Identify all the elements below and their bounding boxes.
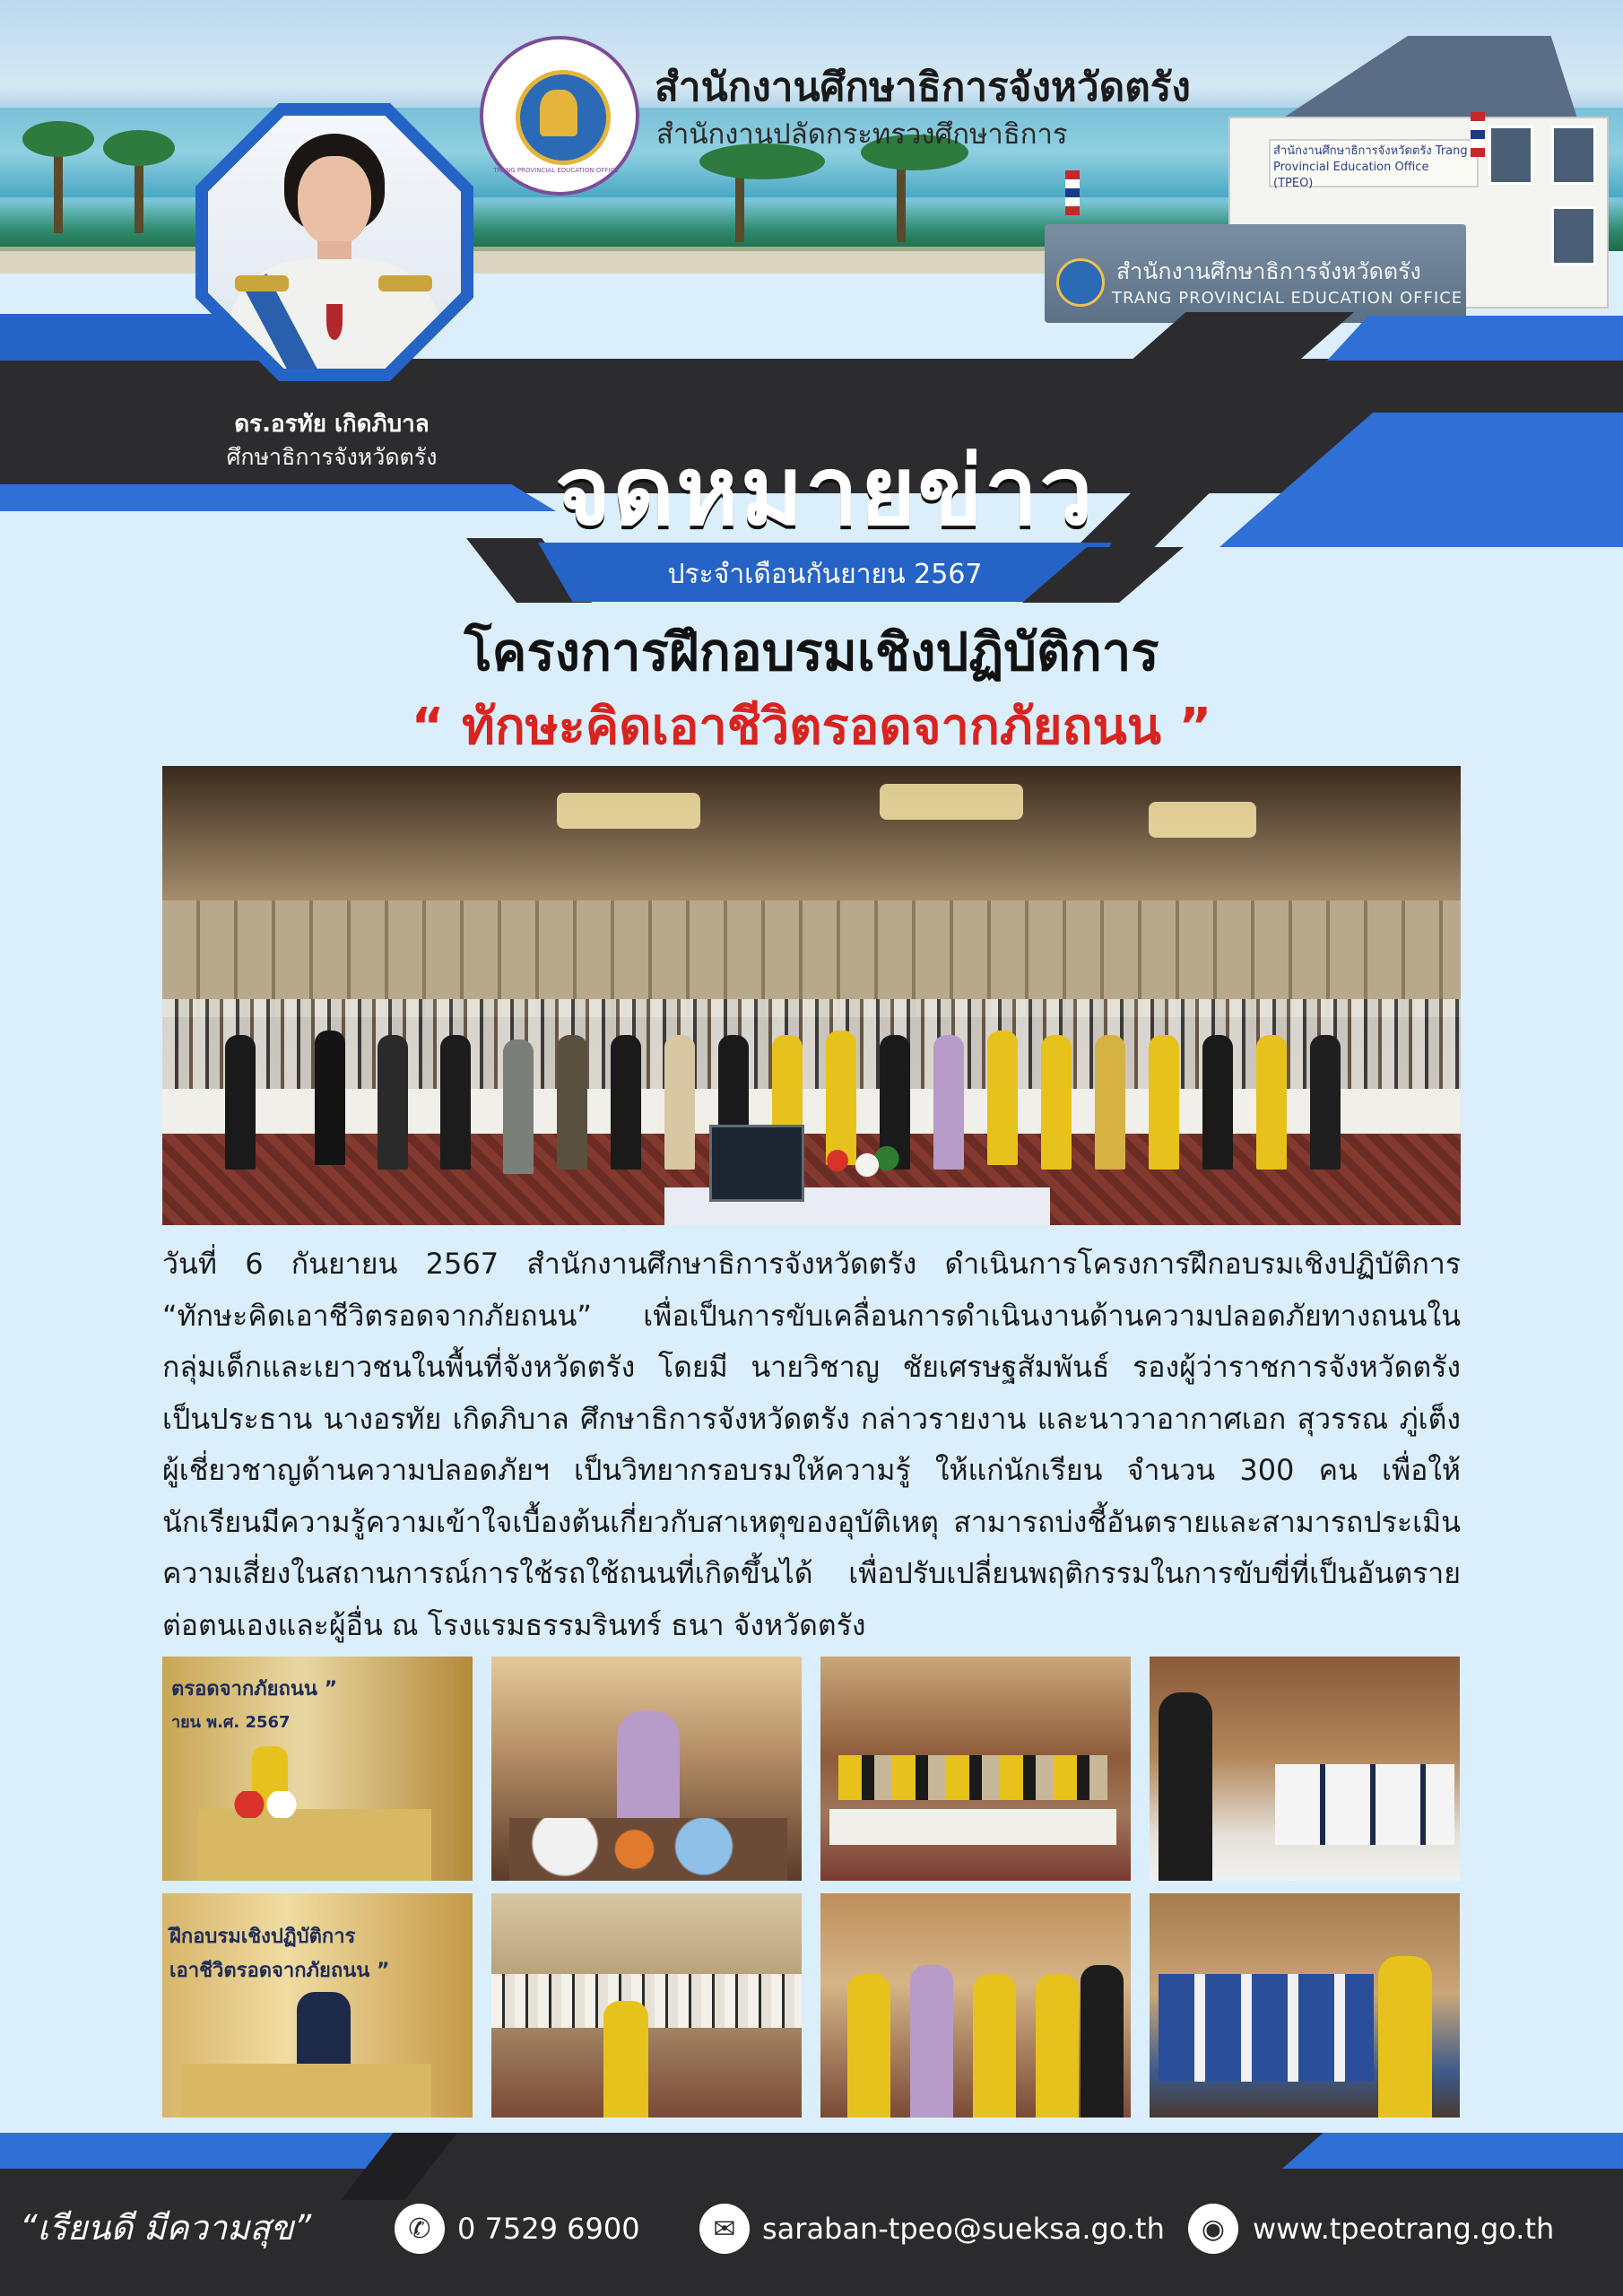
person (1095, 1035, 1125, 1170)
person (1149, 1035, 1179, 1170)
person (378, 1035, 408, 1170)
building-window (1551, 126, 1596, 185)
agency-parent: สำนักงานปลัดกระทรวงศึกษาธิการ (656, 118, 1068, 151)
banner-text: ฝึกอบรมเชิงปฏิบัติการ (169, 1926, 356, 1948)
banner-text: ตรอดจากภัยถนน ” (171, 1678, 338, 1700)
flower-arrangement (808, 1143, 907, 1187)
office-emblem-icon (1056, 258, 1105, 307)
student (1036, 1974, 1079, 2118)
official-role: ศึกษาธิการจังหวัดตรัง (226, 444, 438, 470)
slogan: “เรียนดี มีความสุข” (20, 2208, 312, 2248)
person (1202, 1035, 1233, 1170)
seated-guests (838, 1755, 1107, 1800)
banner-text: เอาชีวิตรอดจากภัยถนน ” (169, 1960, 390, 1982)
flower-arrangement (225, 1791, 306, 1818)
speaker (1159, 1692, 1212, 1881)
podium (198, 1809, 431, 1881)
globe-icon: ◉ (1188, 2204, 1238, 2254)
tables (829, 1809, 1116, 1845)
article-body: วันที่ 6 กันยายน 2567 สำนักงานศึกษาธิการจังหวัดตรัง ดำเนินการโครงการฝึกอบรมเชิงปฏิบัติการ “ทักษะคิดเอาชีวิตรอดจากภัยถนน” เพื่อเป็นการขับเคลื่อนการดำเนินงานด้านความปลอดภัยทางถนนในกลุ่มเด็กและเยาวชนในพื้นที่จังหวัดตรัง โดยมี นายวิชาญ ชัยเศรษฐสัมพันธ์ รองผู้ว่าราชการจังหวัดตรัง เป็นประธาน นางอรทัย เกิดภิบาล ศึกษาธิการจังหวัดตรัง กล่าวรายงาน และนาวาอากาศเอก สุวรรณ ภู่เต็ง ผู้เชี่ยวชาญด้านความปลอดภัยฯ เป็นวิทยากรอบรมให้ความรู้ ให้แก่นักเรียน จำนวน 300 คน เพื่อให้นักเรียนมีความรู้ความเข้าใจเบื้องต้นเกี่ยวกับสาเหตุของอุบัติเหตุ สามารถบ่งชี้อันตรายและสามารถประเมินความเสี่ยงในสถานการณ์การใช้รถใช้ถนนที่เกิดขึ้นได้ เพื่อปรับเปลี่ยนพฤติกรรมในการขับขี่ที่เป็นอันตรายต่อตนเองและผู้อื่น ณ โรงแรมธรรมรินทร์ ธนา จังหวัดตรัง (162, 1247, 1461, 1642)
thai-flag (1065, 170, 1080, 215)
students (1275, 1764, 1454, 1845)
building-window (1551, 206, 1596, 265)
gallery-photo (820, 1893, 1131, 2118)
ceiling-light (880, 784, 1023, 820)
project-subtitle: “ ทักษะคิดเอาชีวิตรอดจากภัยถนน ” (411, 698, 1212, 756)
person (933, 1035, 964, 1170)
person (1081, 1965, 1124, 2118)
palm-leaves (22, 121, 94, 157)
decor-band (0, 2133, 412, 2169)
stone-sign-english: TRANG PROVINCIAL EDUCATION OFFICE (1112, 289, 1463, 308)
person (611, 1035, 641, 1170)
ceiling-light (1149, 802, 1256, 838)
project-title: โครงการฝึกอบรมเชิงปฏิบัติการ (464, 622, 1159, 683)
person (1256, 1035, 1287, 1170)
epaulette-icon (378, 275, 432, 291)
official-name: ดร.อรทัย เกิดภิบาล (234, 411, 430, 438)
person (1310, 1035, 1341, 1170)
medal-icon (326, 304, 343, 340)
person (315, 1031, 345, 1165)
person (987, 1031, 1018, 1165)
banner-text: ายน พ.ศ. 2567 (171, 1713, 291, 1732)
gallery-photo (162, 1657, 473, 1881)
flower-arrangement (509, 1818, 787, 1881)
person (440, 1035, 471, 1170)
photo-ceiling (162, 766, 1461, 900)
website-link[interactable]: www.tpeotrang.go.th (1253, 2212, 1555, 2246)
person (225, 1035, 256, 1170)
phone-number[interactable]: 0 7529 6900 (457, 2212, 640, 2246)
palm-leaves (103, 130, 175, 166)
agency-name: สำนักงานศึกษาธิการจังหวัดตรัง (655, 65, 1191, 110)
student (847, 1974, 890, 2118)
stone-sign-thai: สำนักงานศึกษาธิการจังหวัดตรัง (1116, 258, 1421, 284)
newsletter-title: จดหมายข่าว (555, 436, 1095, 546)
podium (180, 2064, 431, 2118)
ceiling-light (557, 793, 700, 829)
gallery-photo (162, 1893, 473, 2118)
person (910, 1965, 953, 2118)
gallery-photo (491, 1657, 802, 1881)
logo-ring-text: TRANG PROVINCIAL EDUCATION OFFICE (493, 167, 619, 174)
mail-icon: ✉ (699, 2204, 750, 2254)
speaker (603, 2001, 648, 2118)
gallery-photo (1150, 1893, 1460, 2118)
student (973, 1974, 1016, 2118)
building-window (1488, 126, 1533, 185)
email-link[interactable]: saraban-tpeo@sueksa.go.th (762, 2212, 1165, 2246)
building-sign-text: สำนักงานศึกษาธิการจังหวัดตรัง Trang Provincial Education Office (TPEO) (1273, 144, 1468, 190)
laptop-icon (709, 1125, 804, 1202)
gallery-photo (820, 1657, 1131, 1881)
person (664, 1035, 695, 1170)
person (557, 1035, 587, 1170)
decor-band (1282, 2133, 1623, 2169)
issue-date: ประจำเดือนกันยายน 2567 (667, 559, 983, 590)
decor-band (1327, 316, 1623, 361)
thai-flag (1471, 112, 1485, 157)
epaulette-icon (235, 275, 289, 291)
person (1041, 1035, 1072, 1170)
students (1159, 1974, 1374, 2082)
hero-photo (162, 766, 1461, 1225)
person (503, 1039, 534, 1174)
person (1378, 1956, 1432, 2118)
phone-icon: ✆ (395, 2204, 445, 2254)
gallery-photo (1150, 1657, 1460, 1881)
emblem-icon (540, 90, 577, 136)
header-beach (0, 247, 1076, 274)
gallery-photo (491, 1893, 802, 2118)
portrait-face (298, 156, 371, 246)
